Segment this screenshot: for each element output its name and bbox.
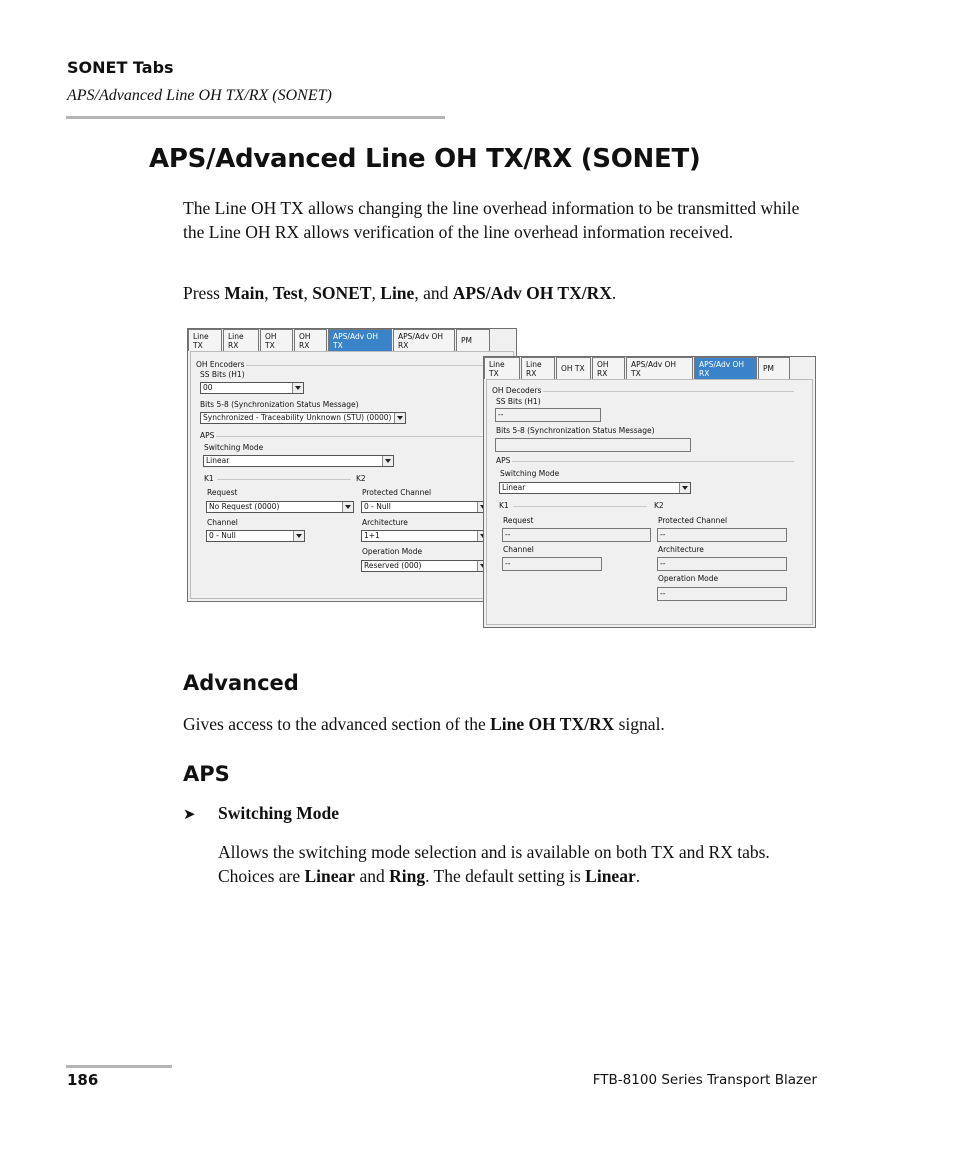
aps-text: and xyxy=(355,866,390,886)
protected-label: Protected Channel xyxy=(362,488,432,497)
section-subtitle: APS/Advanced Line OH TX/RX (SONET) xyxy=(67,87,332,104)
k2-label: K2 xyxy=(356,474,366,483)
bits-field xyxy=(495,438,691,452)
rx-tabs xyxy=(484,357,791,379)
aps-label: APS xyxy=(496,456,511,465)
arrow-bullet-icon: ➤ xyxy=(183,807,196,823)
press-end: . xyxy=(611,283,617,303)
rx-panel xyxy=(486,379,813,625)
tab-line-rx[interactable]: Line RX xyxy=(521,357,555,379)
press-sep: , xyxy=(264,283,273,303)
switching-label: Switching Mode xyxy=(500,469,560,478)
advanced-text-end: signal. xyxy=(614,714,665,734)
op-value: Reserved (000) xyxy=(364,561,422,570)
tab-aps-adv-oh-tx[interactable]: APS/Adv OH TX xyxy=(626,357,693,379)
tab-aps-adv-oh-rx[interactable]: APS/Adv OH RX xyxy=(393,329,455,351)
aps-text: . xyxy=(635,866,641,886)
switching-label: Switching Mode xyxy=(204,443,264,452)
ss-label: SS Bits (H1) xyxy=(200,370,245,379)
advanced-bold: Line OH TX/RX xyxy=(490,714,615,734)
k1-label: K1 xyxy=(499,501,509,510)
bits-label: Bits 5-8 (Synchronization Status Message) xyxy=(200,400,359,409)
op-dropdown[interactable] xyxy=(361,560,489,572)
switching-dropdown[interactable] xyxy=(499,482,691,494)
tab-oh-tx[interactable]: OH TX xyxy=(260,329,293,351)
group-label: OH Encoders xyxy=(196,360,245,369)
group-line xyxy=(543,391,794,392)
switching-dropdown[interactable] xyxy=(203,455,394,467)
aps-bold: Linear xyxy=(585,866,636,886)
intro-paragraph: The Line OH TX allows changing the line overhead information to be transmitted while the Line OH RX allows verification of the line overhead information received. xyxy=(183,198,800,242)
press-main: Main xyxy=(224,283,265,303)
protected-field: -- xyxy=(657,528,787,542)
footer-title: FTB-8100 Series Transport Blazer xyxy=(592,1072,817,1088)
bits-label: Bits 5-8 (Synchronization Status Message) xyxy=(496,426,655,435)
channel-label: Channel xyxy=(207,518,238,527)
group-label: OH Decoders xyxy=(492,386,542,395)
protected-label: Protected Channel xyxy=(658,516,728,525)
chevron-down-icon xyxy=(293,531,304,541)
rx-screenshot xyxy=(483,356,816,628)
press-sep: , xyxy=(303,283,313,303)
request-value: No Request (0000) xyxy=(209,502,280,511)
aps-text: . The default setting is xyxy=(425,866,586,886)
chevron-down-icon xyxy=(342,502,353,512)
arch-dropdown[interactable] xyxy=(361,530,489,542)
tab-pm[interactable]: PM xyxy=(456,329,490,351)
group-line xyxy=(246,365,509,366)
aps-bold: Ring xyxy=(389,866,426,886)
ss-field: -- xyxy=(495,408,601,422)
ss-value: 00 xyxy=(203,383,213,392)
k2-label: K2 xyxy=(654,501,664,510)
request-field: -- xyxy=(502,528,651,542)
tab-oh-rx[interactable]: OH RX xyxy=(592,357,625,379)
press-test: Test xyxy=(272,283,304,303)
advanced-paragraph xyxy=(183,712,823,736)
advanced-text: Gives access to the advanced section of the xyxy=(183,714,491,734)
page-title: APS/Advanced Line OH TX/RX (SONET) xyxy=(149,144,701,174)
aps-label: APS xyxy=(200,431,215,440)
arch-value: 1+1 xyxy=(364,531,380,540)
k1-line xyxy=(513,506,647,507)
tab-line-tx[interactable]: Line TX xyxy=(188,329,222,351)
arch-label: Architecture xyxy=(362,518,408,527)
chevron-down-icon xyxy=(394,413,405,423)
header-rule xyxy=(66,116,445,119)
protected-dropdown[interactable] xyxy=(361,501,489,513)
tab-oh-tx[interactable]: OH TX xyxy=(556,357,591,379)
tab-line-rx[interactable]: Line RX xyxy=(223,329,259,351)
aps-heading: APS xyxy=(183,762,230,786)
press-prefix: Press xyxy=(183,283,225,303)
request-label: Request xyxy=(503,516,534,525)
chevron-down-icon xyxy=(292,383,303,393)
tx-tabs xyxy=(188,329,491,351)
request-label: Request xyxy=(207,488,238,497)
switching-value: Linear xyxy=(206,456,230,465)
chevron-down-icon xyxy=(382,456,393,466)
aps-text: Allows the switching mode selection and is available on both TX and RX tabs. Choices are xyxy=(218,842,770,886)
channel-field: -- xyxy=(502,557,602,571)
k1-line xyxy=(217,479,351,480)
channel-dropdown[interactable] xyxy=(206,530,305,542)
press-paragraph xyxy=(183,281,823,305)
chevron-down-icon xyxy=(679,483,690,493)
switching-mode-label: Switching Mode xyxy=(218,803,340,823)
op-label: Operation Mode xyxy=(658,574,719,583)
k1-label: K1 xyxy=(204,474,214,483)
tab-pm[interactable]: PM xyxy=(758,357,790,379)
tx-screenshot xyxy=(187,328,517,602)
request-dropdown[interactable] xyxy=(206,501,354,513)
tab-aps-adv-oh-tx[interactable]: APS/Adv OH TX xyxy=(328,329,392,351)
tx-panel xyxy=(190,351,514,599)
press-aps: APS/Adv OH TX/RX xyxy=(452,283,612,303)
op-label: Operation Mode xyxy=(362,547,423,556)
advanced-heading: Advanced xyxy=(183,671,299,695)
aps-bold: Linear xyxy=(304,866,356,886)
section-header: SONET Tabs xyxy=(67,58,174,77)
bits-value: Synchronized - Traceability Unknown (STU) (0000) xyxy=(203,413,392,422)
channel-label: Channel xyxy=(503,545,534,554)
channel-value: 0 - Null xyxy=(209,531,236,540)
press-sonet: SONET xyxy=(312,283,372,303)
press-line: Line xyxy=(380,283,415,303)
protected-value: 0 - Null xyxy=(364,502,391,511)
switching-value: Linear xyxy=(502,483,526,492)
tab-aps-adv-oh-rx[interactable]: APS/Adv OH RX xyxy=(694,357,757,379)
aps-line xyxy=(216,436,509,437)
arch-label: Architecture xyxy=(658,545,704,554)
op-field: -- xyxy=(657,587,787,601)
ss-dropdown[interactable] xyxy=(200,382,304,394)
page-number: 186 xyxy=(67,1071,99,1089)
bits-dropdown[interactable] xyxy=(200,412,406,424)
tab-line-tx[interactable]: Line TX xyxy=(484,357,520,379)
footer-rule xyxy=(66,1065,172,1068)
press-sep: , xyxy=(371,283,381,303)
aps-line xyxy=(512,461,794,462)
press-sep: , and xyxy=(414,283,453,303)
tab-oh-rx[interactable]: OH RX xyxy=(294,329,327,351)
arch-field: -- xyxy=(657,557,787,571)
ss-label: SS Bits (H1) xyxy=(496,397,541,406)
switching-mode-paragraph xyxy=(218,840,818,888)
